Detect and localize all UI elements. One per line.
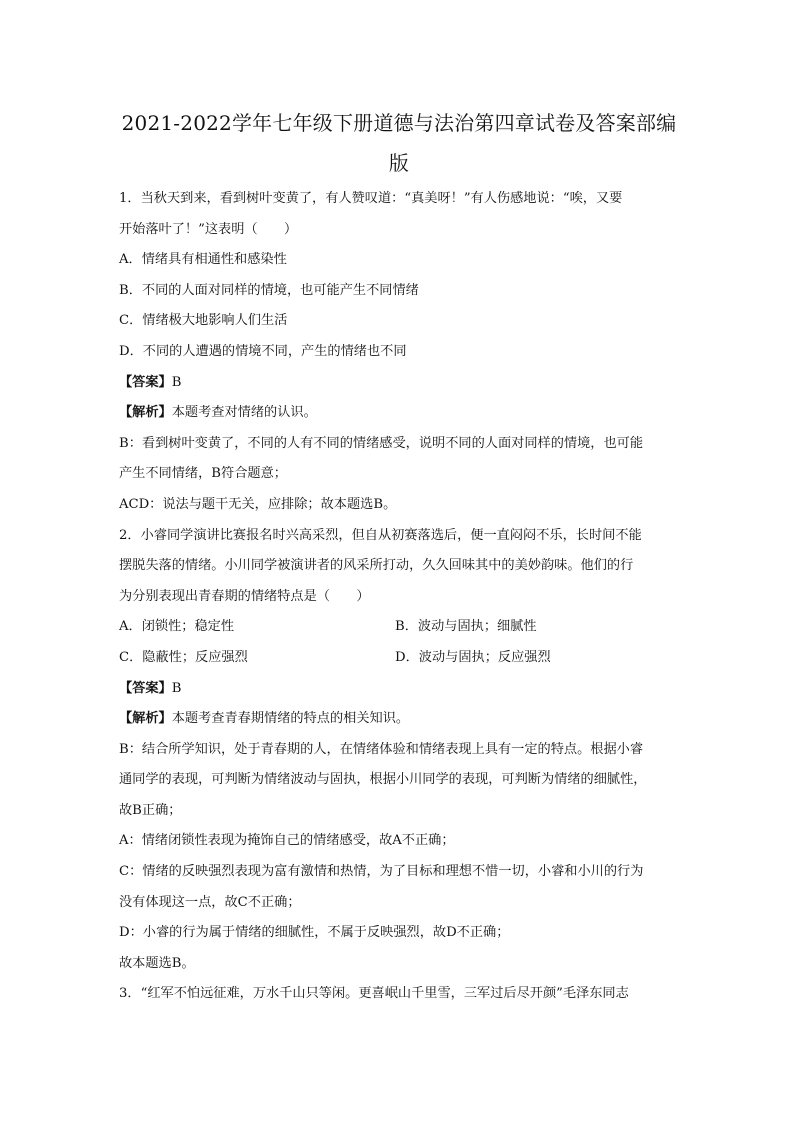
question-1-option-b: B．不同的人面对同样的情境，也可能产生不同情绪: [119, 282, 419, 298]
question-2: [119, 521, 679, 980]
question-1-option-c: C．情绪极大地影响人们生活: [119, 313, 288, 329]
answer-tag: 【答案】: [119, 374, 172, 390]
question-1-option-a: A．情绪具有相通性和感染性: [119, 252, 287, 268]
question-1-stem-line-2: 开始落叶了！”这表明（ ）: [119, 221, 298, 237]
question-2-option-b: B．波动与固执；细腻性: [395, 619, 537, 635]
document-content: [119, 103, 679, 1010]
question-1-analysis-line-2: 产生不同情绪，B符合题意；: [119, 466, 287, 482]
question-2-analysis-line-2: 通同学的表现，可判断为情绪波动与固执，根据小川同学的表现，可判断为情绪的细腻性，: [119, 772, 647, 788]
question-1: [119, 184, 679, 521]
question-1-analysis-line-3: ACD：说法与题干无关，应排除；故本题选B。: [119, 496, 397, 512]
document-title: 2021-2022学年七年级下册道德与法治第四章试卷及答案部编版: [121, 111, 677, 175]
question-2-option-c: C．隐蔽性；反应强烈: [119, 649, 248, 665]
question-1-option-d: D．不同的人遭遇的情境不同，产生的情绪也不同: [119, 343, 407, 359]
question-2-option-d: D．波动与固执；反应强烈: [395, 649, 551, 665]
question-1-answer: [119, 368, 679, 399]
question-2-options-row-1: [119, 612, 679, 643]
answer-value: B: [171, 374, 182, 390]
question-3-stem-line-1: 3．“红军不怕远征难，万水千山只等闲。更喜岷山千里雪，三军过后尽开颜”毛泽东同志: [119, 986, 629, 1002]
question-1-analysis-intro: [119, 398, 679, 429]
question-2-analysis-line-6: 没有体现这一点，故C不正确；: [119, 894, 301, 910]
analysis-text: 本题考查对情绪的认识。: [171, 405, 317, 421]
question-2-analysis-line-7: D：小睿的行为属于情绪的细腻性，不属于反映强烈，故D不正确；: [119, 925, 510, 941]
question-2-analysis-line-8: 故本题选B。: [119, 955, 195, 971]
question-2-analysis-line-1: B：结合所学知识，处于青春期的人，在情绪体验和情绪表现上具有一定的特点。根据小睿: [119, 741, 643, 757]
answer-tag: 【答案】: [119, 680, 172, 696]
analysis-tag: 【解析】: [119, 405, 172, 421]
question-1-analysis-line-1: B：看到树叶变黄了，不同的人有不同的情绪感受，说明不同的人面对同样的情境，也可能: [119, 435, 643, 451]
question-1-stem-line-1: 1．当秋天到来，看到树叶变黄了，有人赞叹道：“真美呀！”有人伤感地说：“唉，又要: [119, 191, 623, 206]
answer-value: B: [171, 680, 182, 696]
question-2-stem-line-3: 为分别表现出青春期的情绪特点是（ ）: [119, 588, 370, 604]
question-2-analysis-line-5: C：情绪的反映强烈表现为富有激情和热情，为了目标和理想不惜一切，小睿和小川的行为: [119, 864, 644, 880]
question-2-option-a: A．闭锁性；稳定性: [119, 619, 235, 635]
analysis-tag: 【解析】: [119, 711, 172, 727]
question-2-stem-line-2: 摆脱失落的情绪。小川同学被演讲者的风采所打动，久久回味其中的美妙韵味。他们的行: [119, 558, 634, 574]
question-2-options-row-2: [119, 643, 679, 674]
question-3: [119, 979, 679, 1010]
question-2-analysis-intro: [119, 704, 679, 735]
question-2-analysis-line-3: 故B正确；: [119, 802, 182, 818]
question-2-answer: [119, 674, 679, 705]
question-2-analysis-line-4: A：情绪闭锁性表现为掩饰自己的情绪感受，故A不正确；: [119, 833, 455, 849]
analysis-text: 本题考查青春期情绪的特点的相关知识。: [171, 711, 410, 727]
question-2-stem-line-1: 2．小睿同学演讲比赛报名时兴高采烈，但自从初赛落选后，便一直闷闷不乐，长时间不能: [119, 527, 642, 543]
